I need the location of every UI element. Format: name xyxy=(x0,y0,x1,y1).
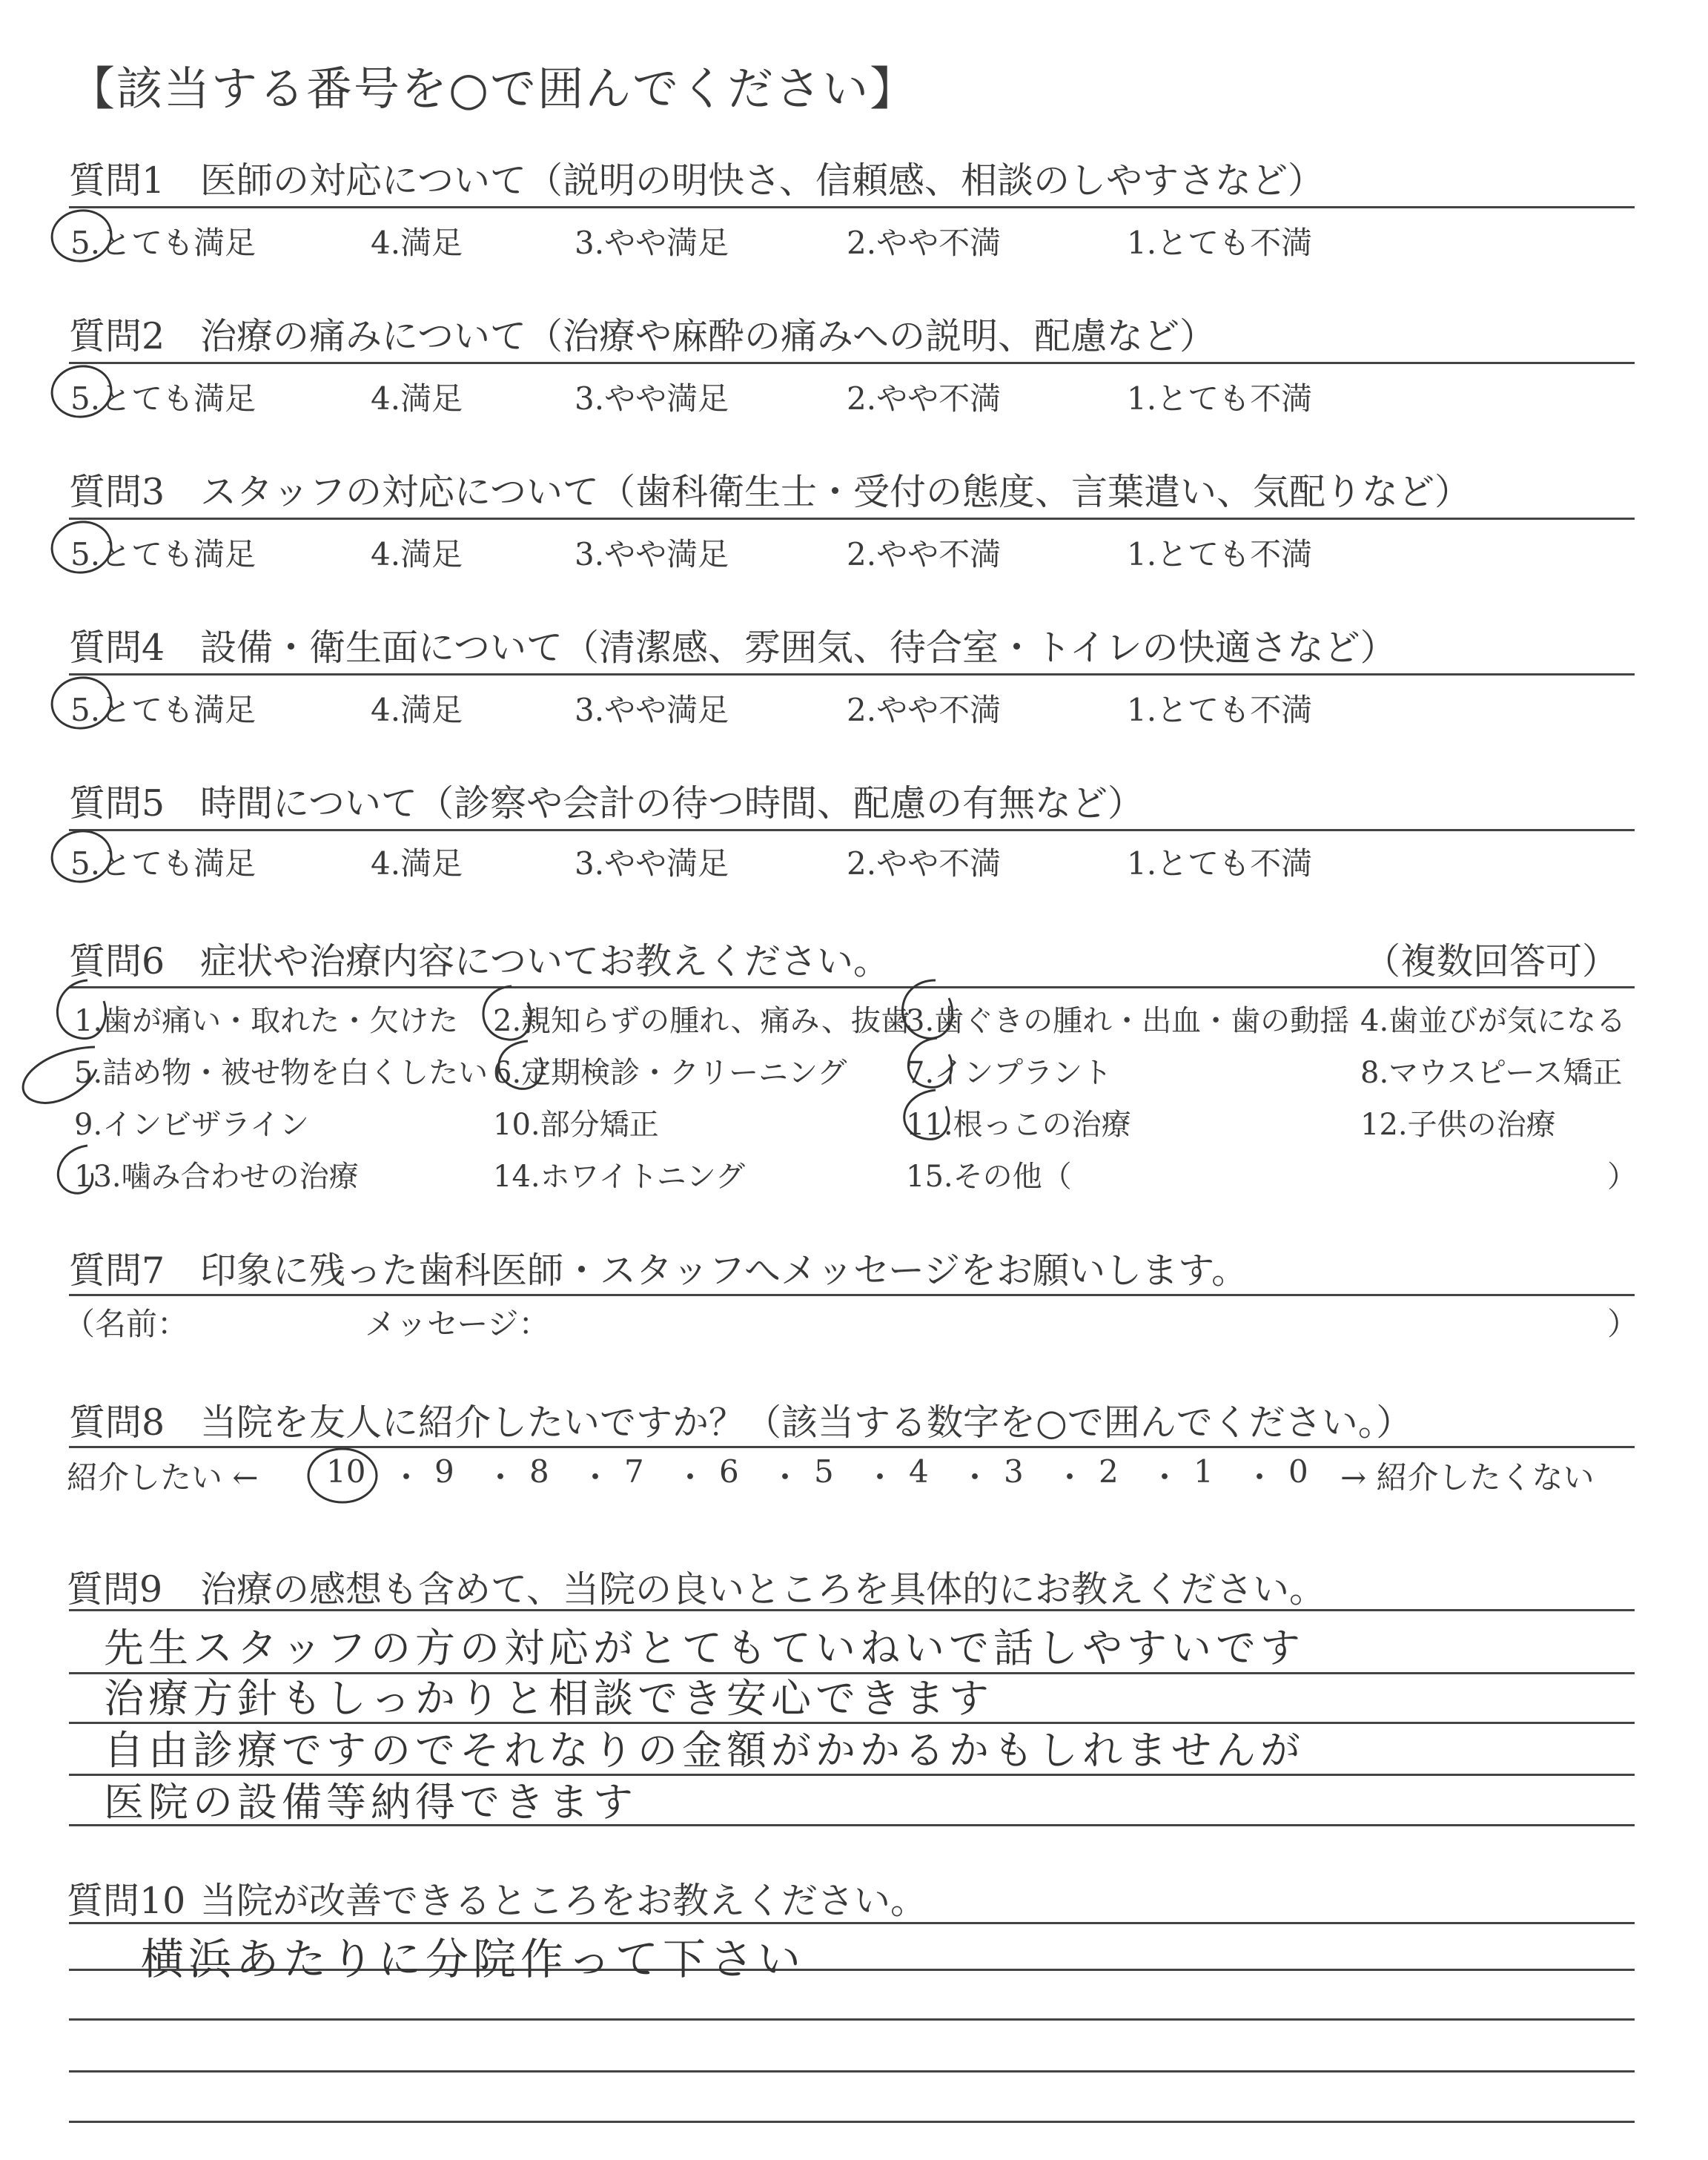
q6-option-12[interactable]: 12.子供の治療 xyxy=(1360,1108,1556,1142)
q6-option-7[interactable]: 7.インプラント xyxy=(906,1056,1113,1090)
q8-sep: ・ xyxy=(485,1459,517,1496)
q8-score-4[interactable]: 4 xyxy=(909,1453,929,1490)
q2-option-2[interactable]: 2.やや不満 xyxy=(847,380,1002,417)
q8-sep: ・ xyxy=(1149,1459,1181,1496)
q4-option-1[interactable]: 1.とても不満 xyxy=(1127,692,1313,728)
q4-option-3[interactable]: 3.やや満足 xyxy=(575,692,729,728)
q6-option-14[interactable]: 14.ホワイトニング xyxy=(493,1160,746,1194)
q6-circle-2 xyxy=(483,986,531,1040)
q1-text: 医師の対応について（説明の明快さ、信頼感、相談のしやすさなど） xyxy=(200,159,1325,202)
q6-label: 質問6 xyxy=(69,940,165,982)
q5-text: 時間について（診察や会計の待つ時間、配慮の有無など） xyxy=(200,782,1145,825)
q4-label: 質問4 xyxy=(69,627,165,669)
q8-score-2[interactable]: 2 xyxy=(1099,1453,1119,1490)
q10-label: 質問10 xyxy=(67,1880,186,1922)
q9-label: 質問9 xyxy=(67,1568,163,1611)
q6-circle-3 xyxy=(902,980,952,1038)
q6-option-5[interactable]: 5.詰め物・被せ物を白くしたい xyxy=(74,1056,489,1090)
q6-circle-5 xyxy=(23,1047,96,1103)
q9-answer-line-1: 先生スタッフの方の対応がとてもていねいで話しやすいです xyxy=(104,1625,1305,1671)
q8-sep: ・ xyxy=(1244,1459,1276,1496)
q8-score-3[interactable]: 3 xyxy=(1004,1453,1024,1490)
q1-option-3[interactable]: 3.やや満足 xyxy=(575,225,729,261)
q3-option-2[interactable]: 2.やや不満 xyxy=(847,536,1002,572)
q7-message-label: メッセージ： xyxy=(365,1306,550,1342)
q8-score-1[interactable]: 1 xyxy=(1194,1453,1214,1490)
q4-option-5[interactable]: 5.とても満足 xyxy=(70,692,256,728)
q2-option-4[interactable]: 4.満足 xyxy=(371,380,463,417)
q2-option-1[interactable]: 1.とても不満 xyxy=(1127,380,1313,417)
q5-option-1[interactable]: 1.とても不満 xyxy=(1127,845,1313,882)
form-title: 【該当する番号を○で囲んでください】 xyxy=(69,62,918,116)
q4-answer-circle xyxy=(49,674,115,732)
q8-score-5[interactable]: 5 xyxy=(814,1453,834,1490)
q6-circle-1 xyxy=(57,980,105,1039)
q8-sep: ・ xyxy=(769,1459,801,1496)
q3-option-5[interactable]: 5.とても満足 xyxy=(70,536,256,572)
q2-answer-circle xyxy=(49,363,115,420)
q7-close-paren: ） xyxy=(1607,1306,1639,1342)
q8-sep: ・ xyxy=(675,1459,706,1496)
q1-option-4[interactable]: 4.満足 xyxy=(371,225,463,261)
q9-answer-line-2: 治療方針もしっかりと相談でき安心できます xyxy=(104,1675,993,1722)
q2-text: 治療の痛みについて（治療や麻酔の痛みへの説明、配慮など） xyxy=(200,315,1217,357)
q3-answer-circle xyxy=(49,518,115,576)
q8-sep: ・ xyxy=(959,1459,991,1496)
q2-option-5[interactable]: 5.とても満足 xyxy=(70,380,256,417)
q6-option-3[interactable]: 3.歯ぐきの腫れ・出血・歯の動揺 xyxy=(906,1004,1350,1038)
q5-label: 質問5 xyxy=(69,782,165,825)
q1-option-5[interactable]: 5.とても満足 xyxy=(70,225,256,261)
q6-circle-11 xyxy=(904,1090,949,1139)
q9-answer-line-4: 医院の設備等納得できます xyxy=(104,1779,638,1826)
q6-circle-6 xyxy=(499,1041,543,1089)
q5-option-2[interactable]: 2.やや不満 xyxy=(847,845,1002,882)
q6-option-10[interactable]: 10.部分矯正 xyxy=(493,1108,659,1142)
q6-option-9[interactable]: 9.インビザライン xyxy=(74,1108,309,1142)
q3-text: スタッフの対応について（歯科衛生士・受付の態度、言葉遣い、気配りなど） xyxy=(200,471,1472,513)
q1-label: 質問1 xyxy=(69,159,165,202)
q3-option-1[interactable]: 1.とても不満 xyxy=(1127,536,1313,572)
q8-score-10[interactable]: 10 xyxy=(326,1453,366,1490)
q4-text: 設備・衛生面について（清潔感、雰囲気、待合室・トイレの快適さなど） xyxy=(200,627,1397,669)
q7-name-label: （名前： xyxy=(64,1306,189,1342)
q6-text: 症状や治療内容についてお教えください。 xyxy=(200,940,890,982)
q8-score-9[interactable]: 9 xyxy=(434,1453,454,1490)
q2-option-3[interactable]: 3.やや満足 xyxy=(575,380,729,417)
q6-option-15-close: ） xyxy=(1607,1160,1637,1194)
q8-score-7[interactable]: 7 xyxy=(624,1453,644,1490)
q6-circle-13 xyxy=(58,1146,92,1193)
q6-option-8[interactable]: 8.マウスピース矯正 xyxy=(1360,1056,1623,1090)
q10-answer-line-1: 横浜あたりに分院作って下さい xyxy=(141,1934,806,1984)
q4-option-2[interactable]: 2.やや不満 xyxy=(847,692,1002,728)
q3-option-4[interactable]: 4.満足 xyxy=(371,536,463,572)
q1-option-1[interactable]: 1.とても不満 xyxy=(1127,225,1313,261)
q2-label: 質問2 xyxy=(69,315,165,357)
q9-text: 治療の感想も含めて、当院の良いところを具体的にお教えください。 xyxy=(200,1568,1326,1611)
q6-note: （複数回答可） xyxy=(1364,940,1619,982)
q8-left-label: 紹介したい ← xyxy=(67,1459,259,1496)
q8-score-0[interactable]: 0 xyxy=(1288,1453,1308,1490)
q7-label: 質問7 xyxy=(69,1249,165,1292)
q6-option-15[interactable]: 15.その他（ xyxy=(906,1160,1072,1194)
q6-option-2[interactable]: 2.親知らずの腫れ、痛み、抜歯 xyxy=(493,1004,910,1038)
q1-answer-circle xyxy=(49,207,115,265)
q5-option-4[interactable]: 4.満足 xyxy=(371,845,463,882)
q8-right-label: → 紹介したくない xyxy=(1340,1459,1595,1496)
q8-score-8[interactable]: 8 xyxy=(529,1453,549,1490)
q8-answer-circle xyxy=(308,1449,377,1502)
q8-sep: ・ xyxy=(864,1459,896,1496)
q8-sep: ・ xyxy=(580,1459,612,1496)
q6-circle-7 xyxy=(908,1038,951,1087)
q8-text: 当院を友人に紹介したいですか？（該当する数字を○で囲んでください。） xyxy=(200,1401,1413,1444)
q8-sep: ・ xyxy=(1054,1459,1086,1496)
q6-option-13[interactable]: 13.噛み合わせの治療 xyxy=(74,1160,359,1194)
q6-option-6[interactable]: 6.定期検診・クリーニング xyxy=(493,1056,847,1090)
q8-label: 質問8 xyxy=(69,1401,165,1444)
q9-answer-line-3: 自由診療ですのでそれなりの金額がかかるかもしれませんが xyxy=(104,1727,1305,1774)
q8-sep: ・ xyxy=(391,1459,423,1496)
q8-score-6[interactable]: 6 xyxy=(719,1453,739,1490)
q6-option-11[interactable]: 11.根っこの治療 xyxy=(906,1108,1131,1142)
q1-option-2[interactable]: 2.やや不満 xyxy=(847,225,1002,261)
q6-option-4[interactable]: 4.歯並びが気になる xyxy=(1360,1004,1626,1038)
q3-label: 質問3 xyxy=(69,471,165,513)
q7-text: 印象に残った歯科医師・スタッフへメッセージをお願いします。 xyxy=(200,1249,1248,1292)
q5-answer-circle xyxy=(49,828,115,885)
q5-option-5[interactable]: 5.とても満足 xyxy=(70,845,256,882)
q5-option-3[interactable]: 3.やや満足 xyxy=(575,845,729,882)
q3-option-3[interactable]: 3.やや満足 xyxy=(575,536,729,572)
q10-text: 当院が改善できるところをお教えください。 xyxy=(200,1880,927,1922)
q6-option-1[interactable]: 1.歯が痛い・取れた・欠けた xyxy=(74,1004,459,1038)
q4-option-4[interactable]: 4.満足 xyxy=(371,692,463,728)
